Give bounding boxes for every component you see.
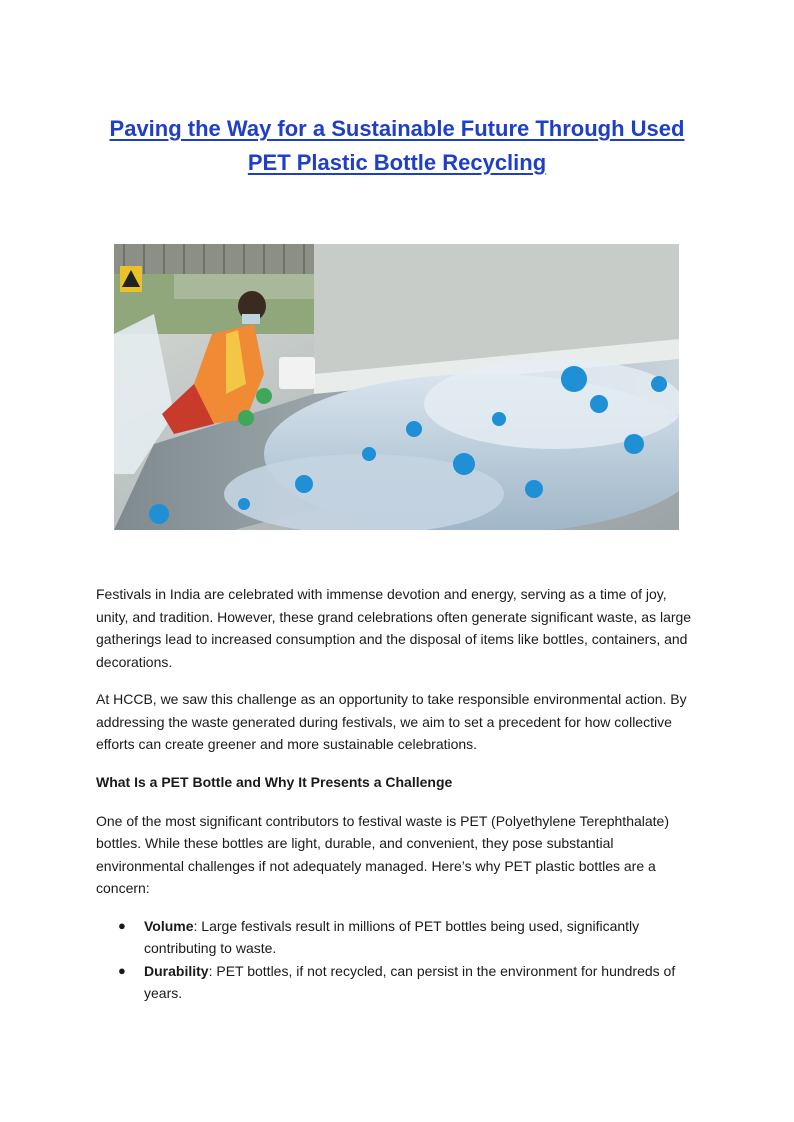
section-intro: One of the most significant contributors to festival waste is PET (Polyethylene Terephthalate) bottles. While these bottles are light, durable, and convenient, they pose substantial environmental challenges if not adequately managed. Here’s why PET plastic bottles are a concern: [96, 812, 669, 896]
paragraph-intro: Festivals in India are celebrated with immense devotion and energy, serving as a time of joy, unity, and tradition. However, these grand celebrations often generate significant waste, as large gatherings lead to increased consumption and the disposal of items like bottles, containers, and decorations. [96, 586, 692, 670]
list-item [96, 915, 698, 960]
page-title [96, 112, 698, 180]
bullet-icon: ● [118, 962, 126, 978]
concern-list [96, 915, 698, 1005]
list-item-term: Volume [144, 917, 194, 934]
section-heading: What Is a PET Bottle and Why It Presents a Challenge [96, 773, 453, 790]
list-item-term: Durability [144, 962, 209, 979]
list-item-text: : Large festivals result in millions of PET bottles being used, significantly contributing to waste. [144, 917, 640, 956]
list-item-text: : PET bottles, if not recycled, can persist in the environment for hundreds of years. [144, 962, 676, 1001]
list-item [96, 960, 698, 1005]
bullet-icon: ● [118, 917, 126, 933]
article-body [96, 583, 698, 1005]
title-link[interactable]: Paving the Way for a Sustainable Future Through Used PET Plastic Bottle Recycling [109, 116, 685, 175]
recycling-photo [114, 244, 679, 530]
paragraph-hccb: At HCCB, we saw this challenge as an opportunity to take responsible environmental action. By addressing the waste generated during festivals, we aim to set a precedent for how collective efforts can create greener and more sustainable celebrations. [96, 691, 687, 752]
